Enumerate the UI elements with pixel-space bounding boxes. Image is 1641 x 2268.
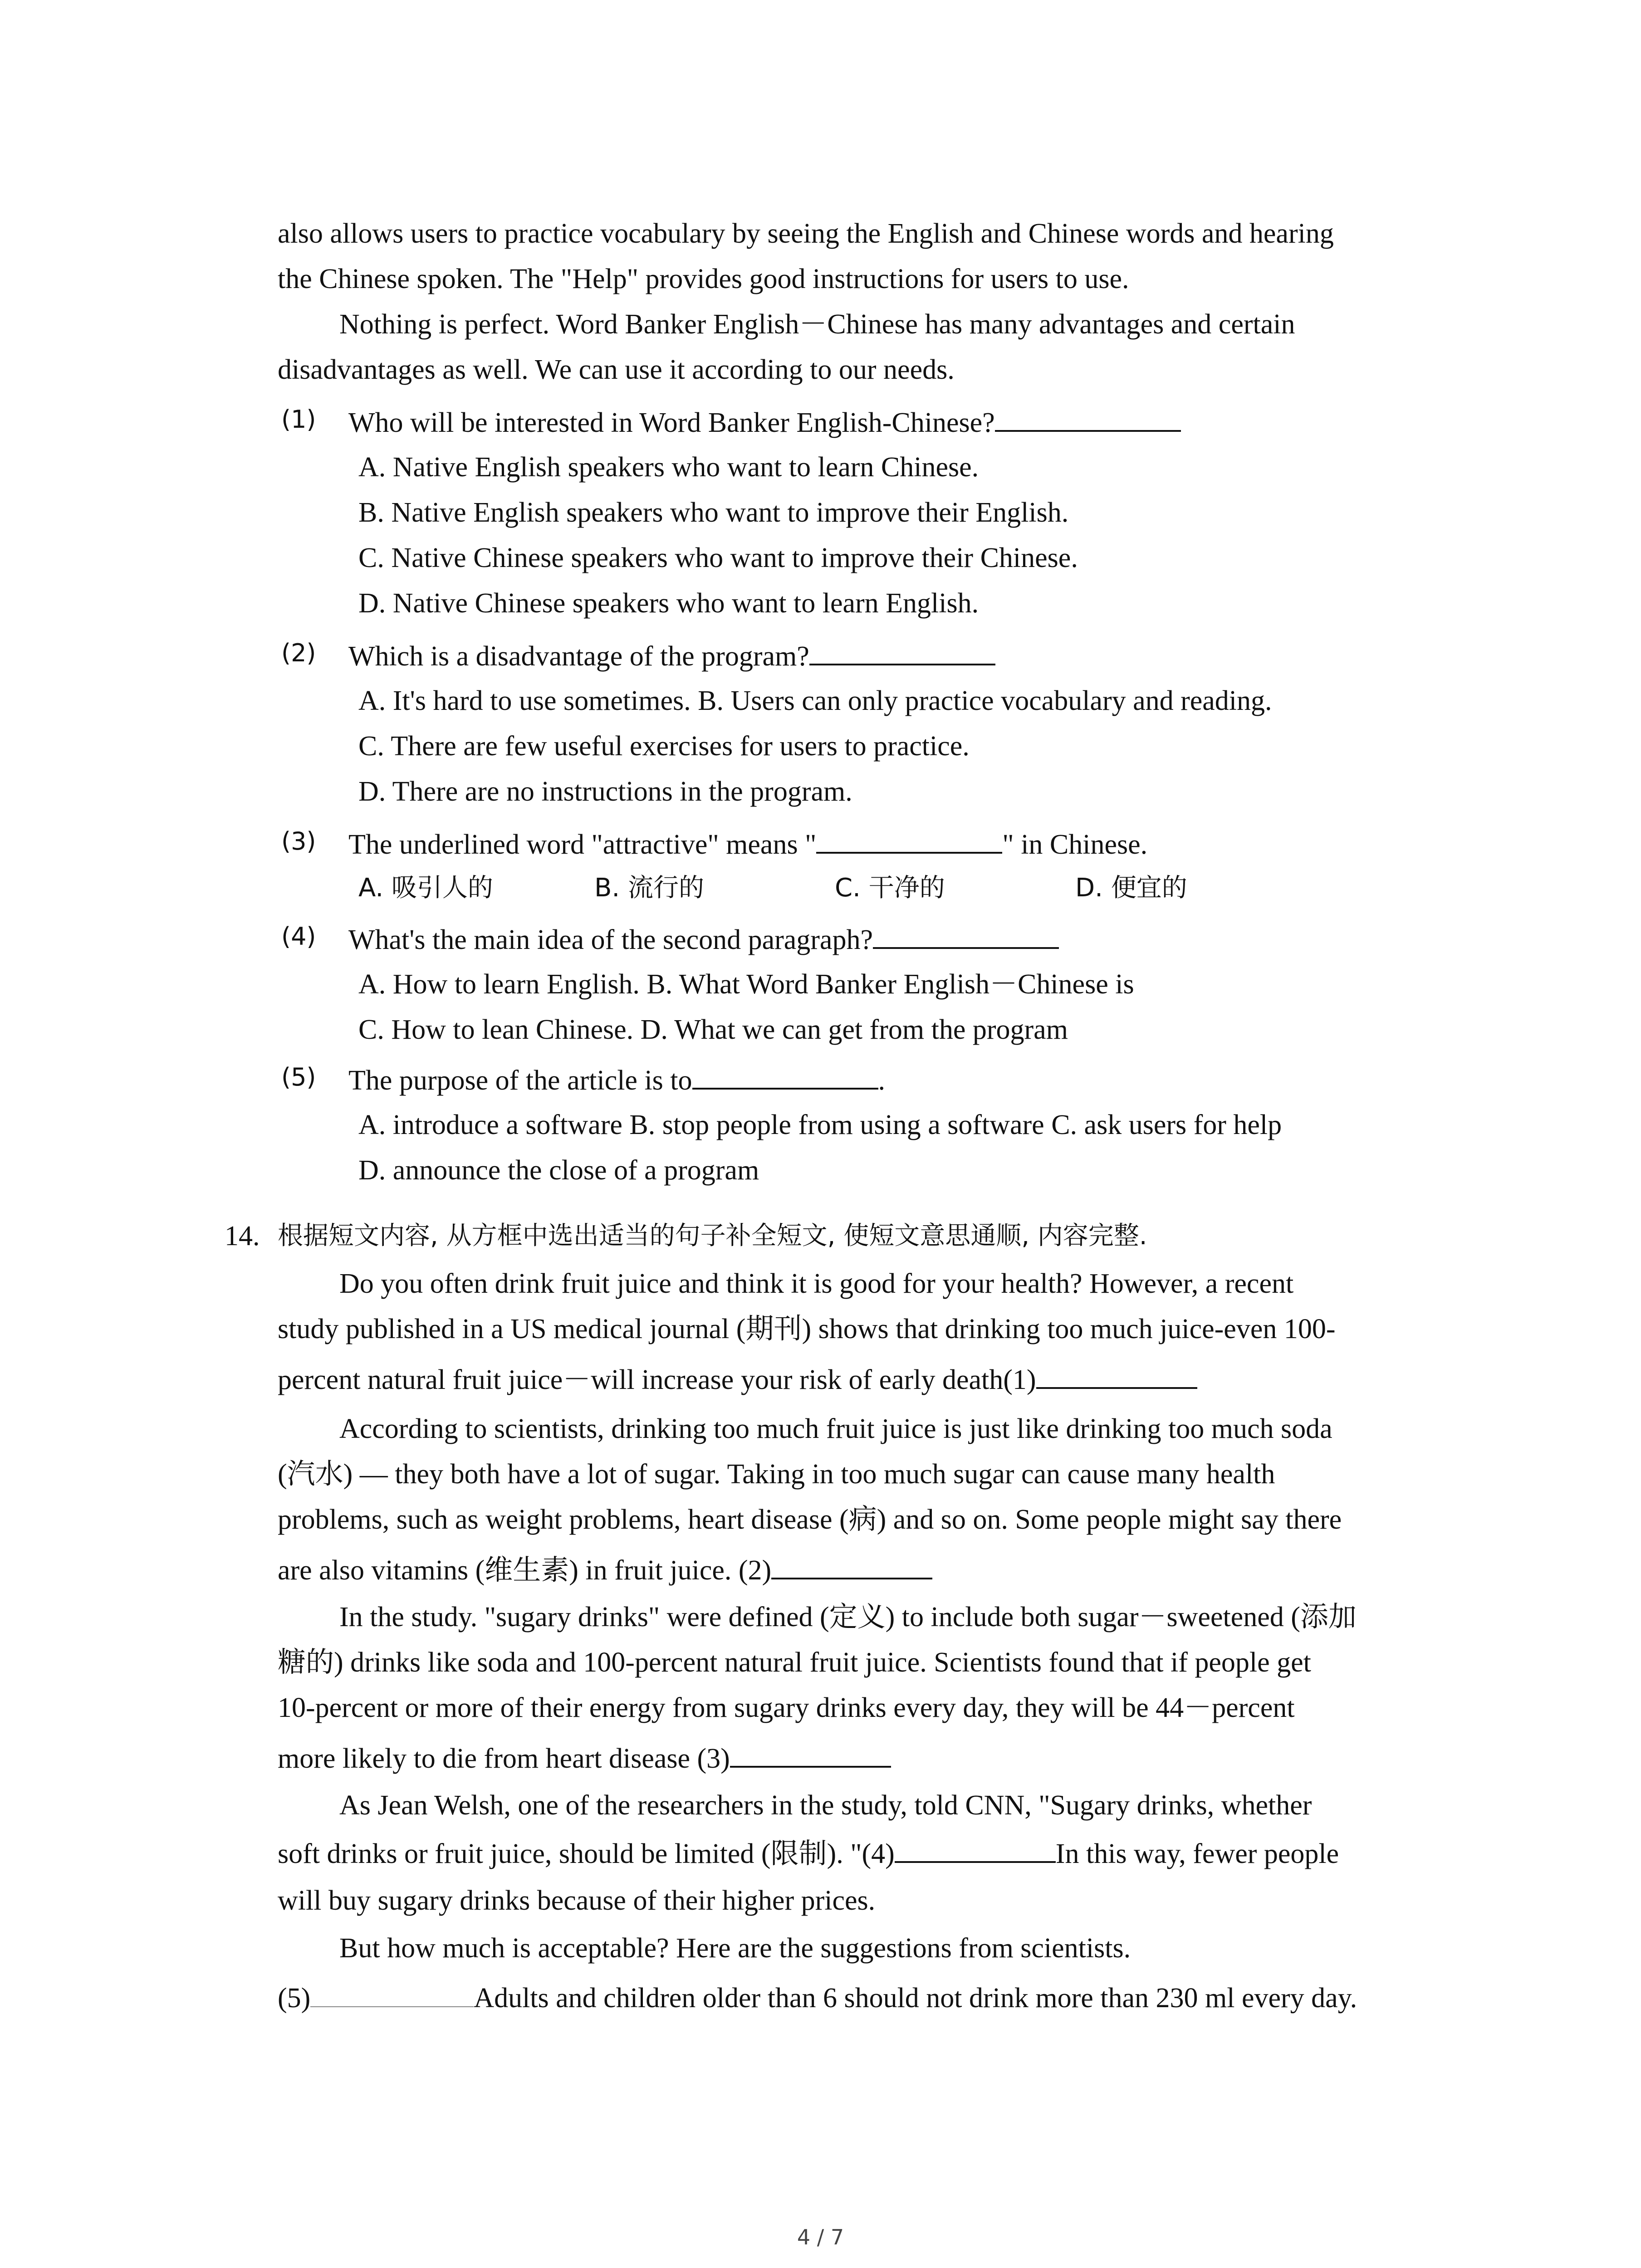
- question-number: (5): [281, 1063, 316, 1091]
- option: A. 吸引人的: [358, 873, 493, 903]
- passage-line: the Chinese spoken. The "Help" provides good instructions for users to use.: [278, 264, 1129, 294]
- passage-line: more likely to die from heart disease (3): [278, 1740, 891, 1777]
- question-number: (3): [281, 827, 316, 855]
- option: A. How to learn English. B. What Word Banker English－Chinese is: [358, 969, 1134, 1000]
- passage-line: 糖的) drinks like soda and 100-percent natural fruit juice. Scientists found that if people get: [278, 1647, 1311, 1678]
- passage-line: problems, such as weight problems, heart disease (病) and so on. Some people might say there: [278, 1504, 1342, 1535]
- passage-line: But how much is acceptable? Here are the suggestions from scientists.: [339, 1933, 1131, 1964]
- passage-line: In the study. "sugary drinks" were defined (定义) to include both sugar－sweetened (添加: [339, 1602, 1357, 1633]
- answer-blank[interactable]: [771, 1551, 932, 1579]
- passage-line: Nothing is perfect. Word Banker English－Chinese has many advantages and certain: [339, 309, 1295, 340]
- option: D. announce the close of a program: [358, 1155, 759, 1186]
- answer-blank[interactable]: [692, 1061, 878, 1090]
- question-stem: The purpose of the article is to .: [348, 1061, 885, 1099]
- option: D. There are no instructions in the program.: [358, 776, 852, 807]
- answer-blank[interactable]: [310, 1980, 474, 2007]
- question-number: (1): [281, 405, 316, 434]
- question-stem: What's the main idea of the second paragraph?: [348, 921, 1059, 958]
- answer-blank[interactable]: [730, 1740, 891, 1768]
- passage-line: are also vitamins (维生素) in fruit juice. (2): [278, 1551, 932, 1589]
- option: A. introduce a software B. stop people from using a software C. ask users for help: [358, 1110, 1282, 1140]
- option: B. Native English speakers who want to improve their English.: [358, 497, 1069, 528]
- answer-blank[interactable]: [995, 404, 1181, 432]
- question-number: (4): [281, 922, 316, 951]
- passage-line: study published in a US medical journal (期刊) shows that drinking too much juice-even 100-: [278, 1314, 1336, 1344]
- task-instruction: 根据短文内容, 从方框中选出适当的句子补全短文, 使短文意思通顺, 内容完整.: [278, 1221, 1147, 1251]
- task-label: 14.: [225, 1221, 260, 1251]
- passage-line: will buy sugary drinks because of their higher prices.: [278, 1885, 876, 1916]
- option: C. Native Chinese speakers who want to improve their Chinese.: [358, 543, 1078, 573]
- page-number: 4 / 7: [797, 2225, 844, 2249]
- passage-line: Do you often drink fruit juice and think it is good for your health? However, a recent: [339, 1268, 1294, 1299]
- question-stem: Who will be interested in Word Banker English-Chinese?: [348, 404, 1181, 441]
- option: A. Native English speakers who want to learn Chinese.: [358, 452, 979, 483]
- answer-blank[interactable]: [895, 1835, 1056, 1863]
- answer-blank[interactable]: [1036, 1361, 1197, 1389]
- passage-line: As Jean Welsh, one of the researchers in the study, told CNN, "Sugary drinks, whether: [339, 1790, 1312, 1821]
- option: D. Native Chinese speakers who want to learn English.: [358, 588, 979, 619]
- question-stem: Which is a disadvantage of the program?: [348, 637, 995, 675]
- passage-line: According to scientists, drinking too much fruit juice is just like drinking too much soda: [339, 1413, 1332, 1444]
- passage-line: disadvantages as well. We can use it according to our needs.: [278, 354, 955, 385]
- passage-line: (汽水) — they both have a lot of sugar. Taking in too much sugar can cause many health: [278, 1459, 1275, 1490]
- option: C. There are few useful exercises for users to practice.: [358, 731, 970, 762]
- option: C. 干净的: [835, 873, 945, 903]
- option: C. How to lean Chinese. D. What we can get from the program: [358, 1014, 1068, 1045]
- answer-blank[interactable]: [809, 637, 995, 665]
- question-stem: The underlined word "attractive" means " " in Chinese.: [348, 826, 1147, 863]
- answer-blank[interactable]: [816, 826, 1002, 854]
- option: B. 流行的: [594, 873, 705, 903]
- passage-line: 10-percent or more of their energy from sugary drinks every day, they will be 44－percent: [278, 1692, 1295, 1723]
- question-number: (2): [281, 639, 316, 667]
- answer-blank[interactable]: [873, 921, 1059, 949]
- passage-line: percent natural fruit juice－will increase your risk of early death(1): [278, 1361, 1197, 1398]
- passage-line: also allows users to practice vocabulary by seeing the English and Chinese words and hearing: [278, 218, 1334, 249]
- option: D. 便宜的: [1075, 873, 1187, 903]
- passage-line: (5) Adults and children older than 6 should not drink more than 230 ml every day.: [278, 1980, 1357, 2016]
- option: A. It's hard to use sometimes. B. Users can only practice vocabulary and reading.: [358, 685, 1272, 716]
- passage-line: soft drinks or fruit juice, should be limited (限制). "(4) In this way, fewer people: [278, 1835, 1339, 1872]
